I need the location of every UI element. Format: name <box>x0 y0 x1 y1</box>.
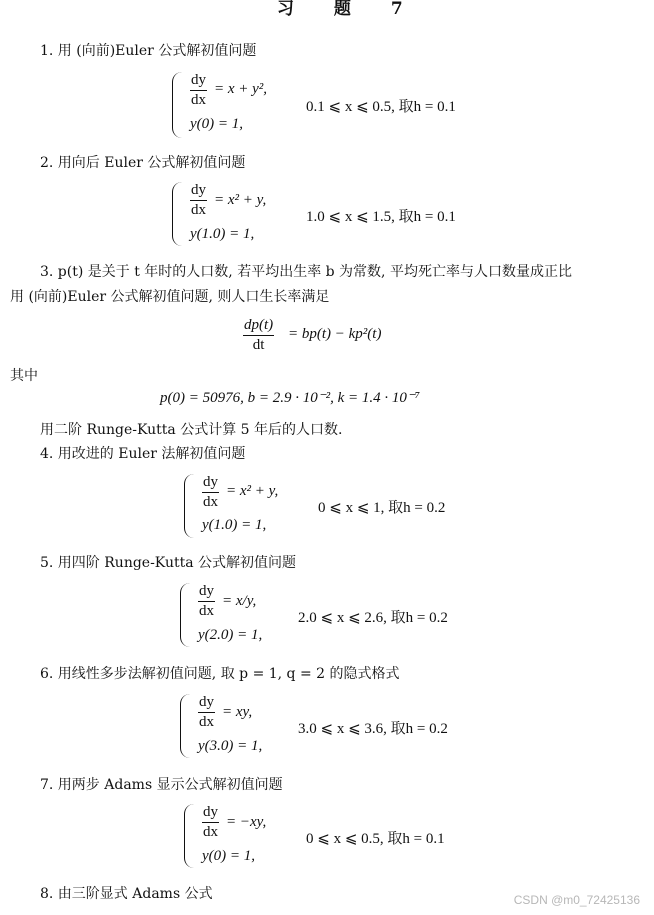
problem-2-initial: y(1.0) = 1, <box>190 226 255 242</box>
problem-1-brace <box>172 72 183 138</box>
problem-4-brace <box>184 474 195 538</box>
problem-4-condition: 0 ⩽ x ⩽ 1, 取h = 0.2 <box>318 500 446 516</box>
problem-8-text: 8. 由三阶显式 Adams 公式 <box>40 886 213 902</box>
problem-5-condition: 2.0 ⩽ x ⩽ 2.6, 取h = 0.2 <box>298 610 448 626</box>
problem-5-initial: y(2.0) = 1, <box>198 627 263 643</box>
problem-4-denominator: dx <box>203 494 218 510</box>
problem-1-condition: 0.1 ⩽ x ⩽ 0.5, 取h = 0.1 <box>306 99 456 115</box>
problem-5-rhs: = x/y, <box>222 593 257 609</box>
problem-7-condition: 0 ⩽ x ⩽ 0.5, 取h = 0.1 <box>306 831 445 847</box>
problem-3-where: 其中 <box>10 368 38 384</box>
problem-1-denominator: dx <box>191 92 206 108</box>
problem-7-rhs: = −xy, <box>226 814 267 830</box>
title-number: 7 <box>390 0 407 19</box>
problem-2-derivative <box>190 182 207 219</box>
problem-3-rhs: = bp(t) − kp²(t) <box>288 326 382 342</box>
problem-7-denominator: dx <box>203 824 218 840</box>
problem-3-line-2: 用 (向前)Euler 公式解初值问题, 则人口生长率满足 <box>10 289 330 305</box>
problem-1-rhs: = x + y², <box>214 81 268 97</box>
problem-1-initial: y(0) = 1, <box>190 116 244 132</box>
problem-2-rhs: = x² + y, <box>214 192 267 208</box>
problem-5-denominator: dx <box>199 603 214 619</box>
problem-2-brace <box>172 182 183 246</box>
problem-3-task: 用二阶 Runge-Kutta 公式计算 5 年后的人口数. <box>40 422 343 438</box>
problem-7-numerator: dy <box>202 804 219 823</box>
problem-6-numerator: dy <box>198 694 215 713</box>
problem-4-rhs: = x² + y, <box>226 483 279 499</box>
watermark: CSDN @m0_72425136 <box>513 893 640 907</box>
problem-4-initial: y(1.0) = 1, <box>202 517 267 533</box>
problem-4-derivative <box>202 474 219 511</box>
problem-7-initial: y(0) = 1, <box>202 848 256 864</box>
title-char-2: 题 <box>333 0 355 19</box>
problem-2-numerator: dy <box>190 182 207 201</box>
problem-2-text: 2. 用向后 Euler 公式解初值问题 <box>40 155 246 171</box>
problem-7-brace <box>184 804 195 868</box>
problem-1-derivative <box>190 72 207 109</box>
problem-4-text: 4. 用改进的 Euler 法解初值问题 <box>40 446 246 462</box>
problem-6-initial: y(3.0) = 1, <box>198 738 263 754</box>
problem-6-text: 6. 用线性多步法解初值问题, 取 p = 1, q = 2 的隐式格式 <box>40 666 400 682</box>
problem-6-condition: 3.0 ⩽ x ⩽ 3.6, 取h = 0.2 <box>298 721 448 737</box>
problem-6-derivative <box>198 694 215 731</box>
problem-3-denominator: dt <box>252 337 265 353</box>
problem-6-denominator: dx <box>199 714 214 730</box>
problem-2-condition: 1.0 ⩽ x ⩽ 1.5, 取h = 0.1 <box>306 209 456 225</box>
section-title <box>277 0 407 19</box>
problem-6-rhs: = xy, <box>222 704 253 720</box>
problem-7-text: 7. 用两步 Adams 显示公式解初值问题 <box>40 777 283 793</box>
problem-5-numerator: dy <box>198 583 215 602</box>
problem-3-line-1: 3. p(t) 是关于 t 年时的人口数, 若平均出生率 b 为常数, 平均死亡率与人口数量成正比 <box>40 264 572 280</box>
problem-3-numerator: dp(t) <box>243 317 274 336</box>
problem-2-denominator: dx <box>191 202 206 218</box>
problem-1-text: 1. 用 (向前)Euler 公式解初值问题 <box>40 43 257 59</box>
problem-3-derivative <box>243 317 274 354</box>
problem-5-derivative <box>198 583 215 620</box>
problem-1-numerator: dy <box>190 72 207 91</box>
problem-5-brace <box>180 583 191 647</box>
problem-3-parameters: p(0) = 50976, b = 2.9 · 10⁻², k = 1.4 · 10⁻⁷ <box>160 390 421 406</box>
problem-5-text: 5. 用四阶 Runge-Kutta 公式解初值问题 <box>40 555 297 571</box>
problem-7-derivative <box>202 804 219 841</box>
problem-6-brace <box>180 694 191 758</box>
title-char-1: 习 <box>277 0 298 19</box>
problem-4-numerator: dy <box>202 474 219 493</box>
